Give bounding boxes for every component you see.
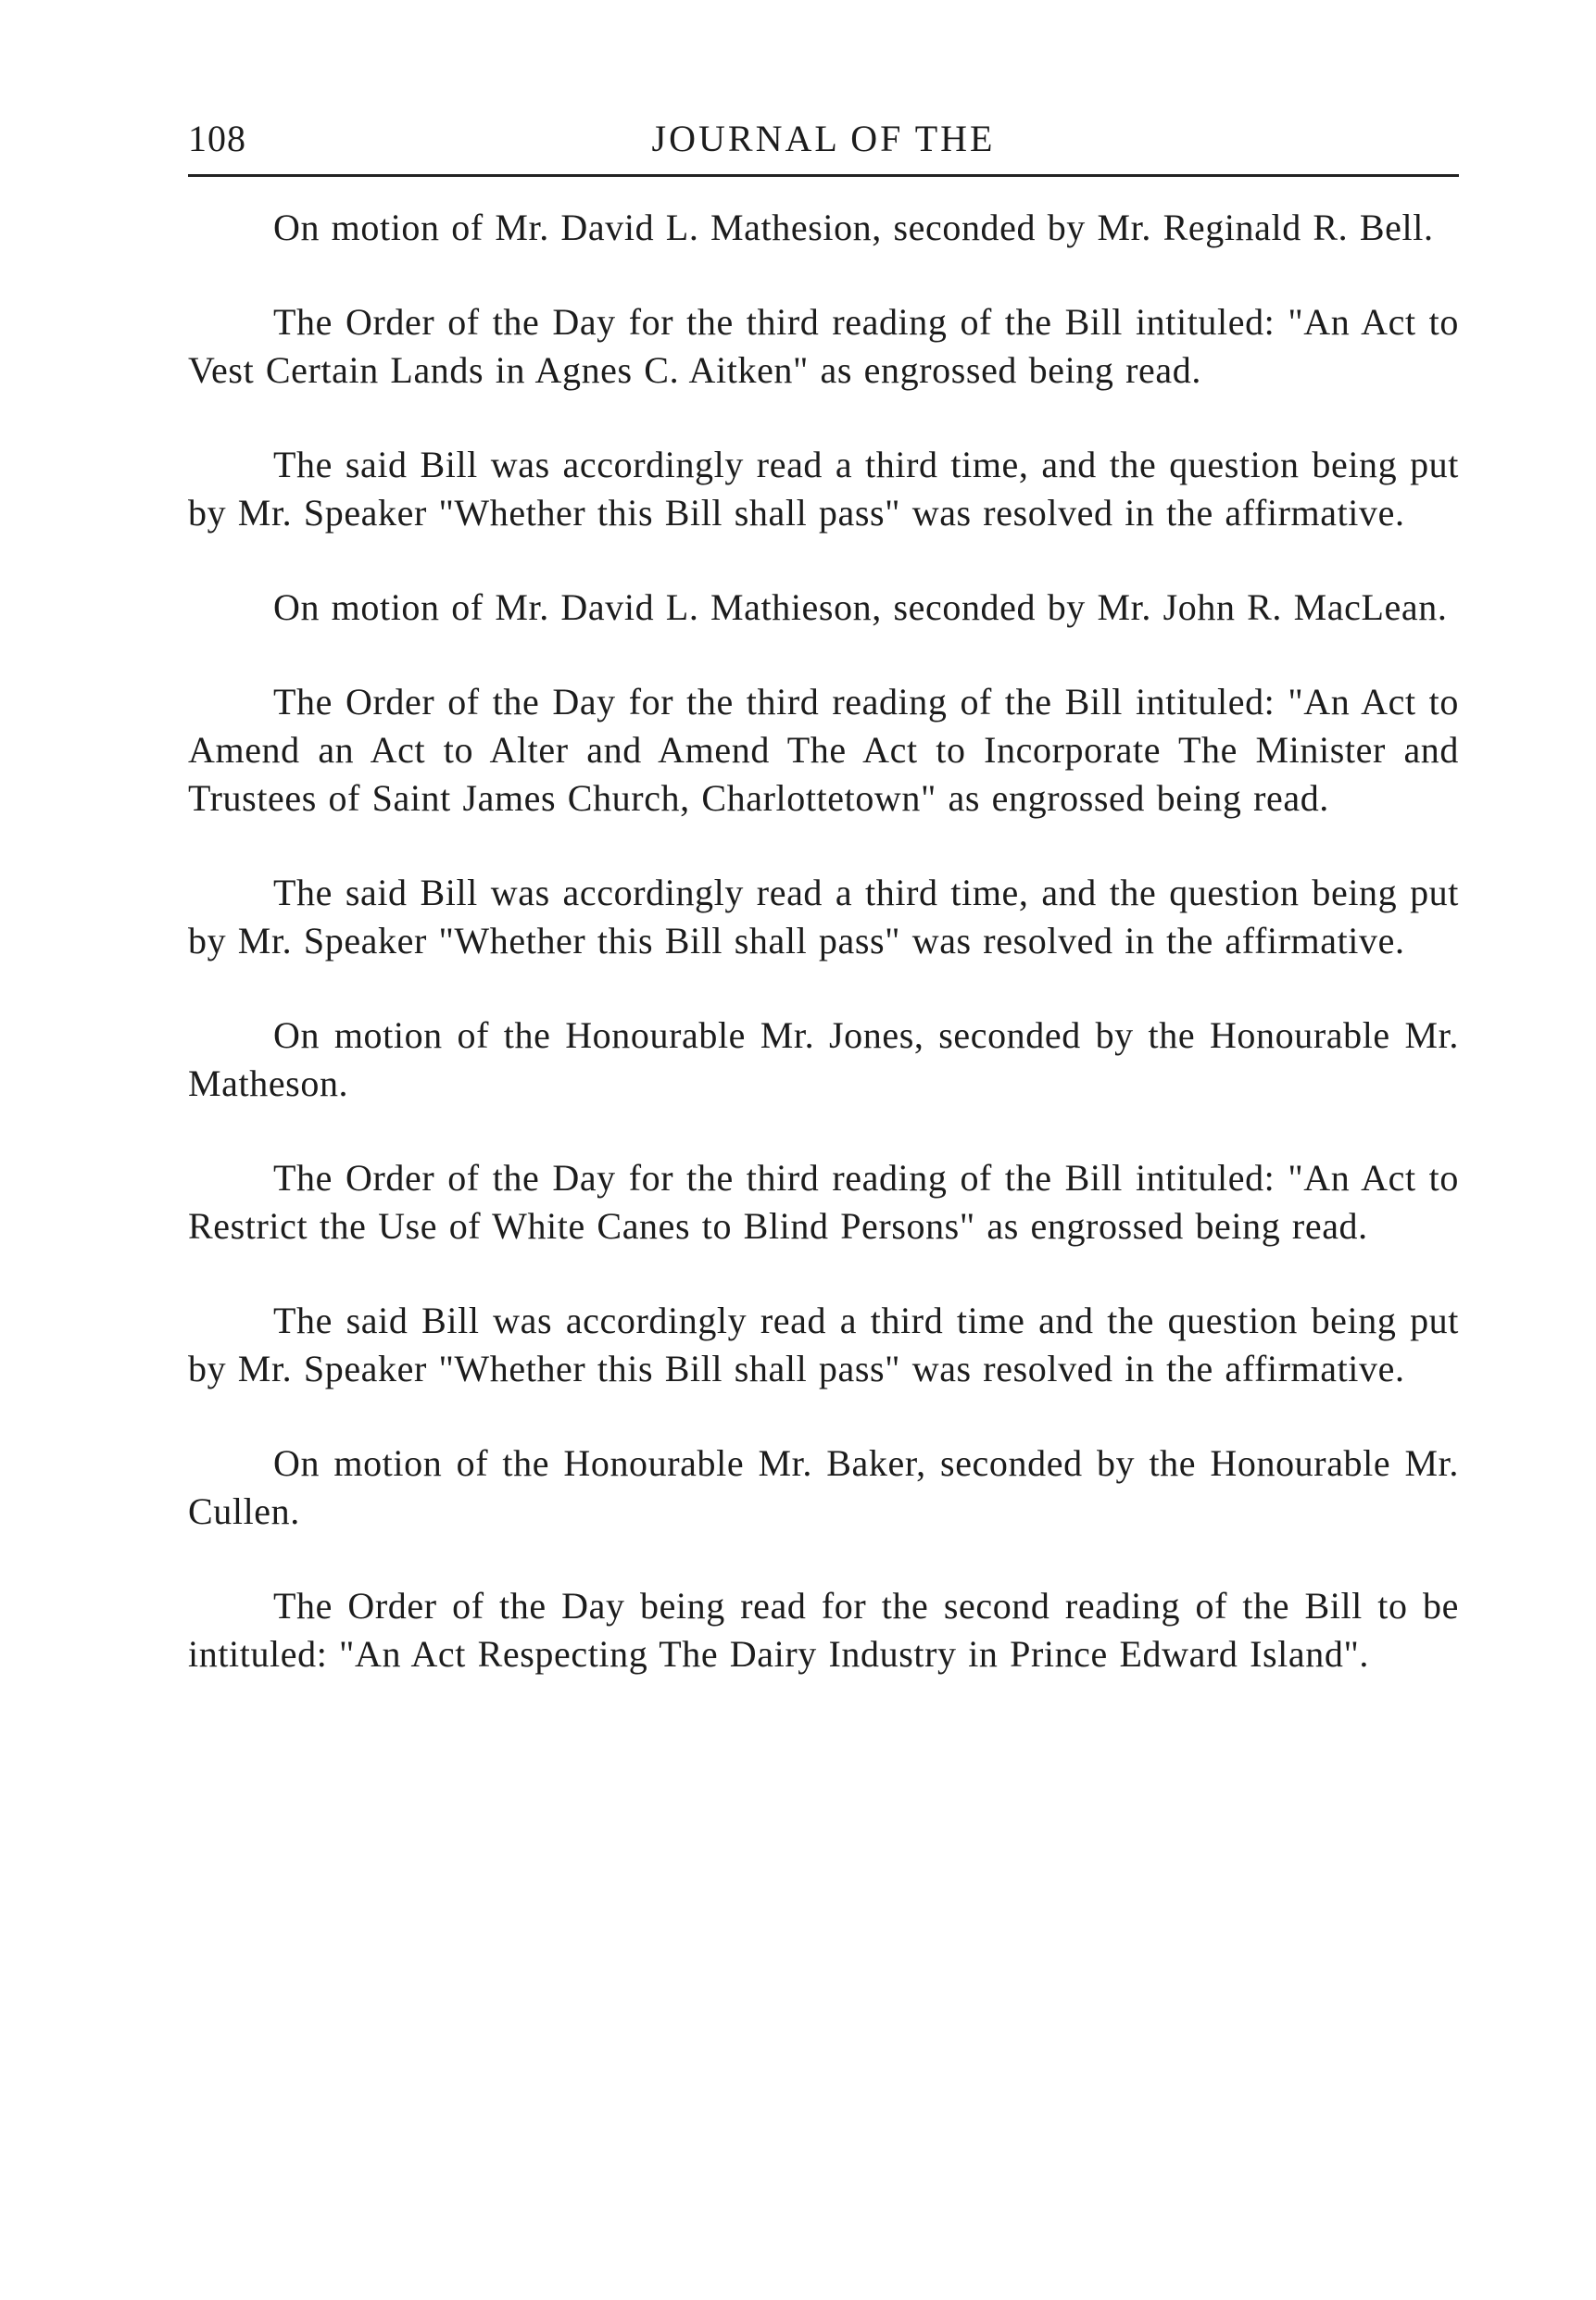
running-head: JOURNAL OF THE: [651, 118, 996, 159]
order-of-the-day-paragraph: The Order of the Day for the third reading of the Bill intituled: "An Act to Amend an Act to Alter and Amend The Act to Incorporate The Minister and Trustees of Saint James Church, Charlottetown" as engrossed being read.: [188, 681, 1459, 819]
motion-paragraph: On motion of Mr. David L. Mathesion, seconded by Mr. Reginald R. Bell.: [273, 207, 1434, 248]
bill-result-paragraph: The said Bill was accordingly read a third time, and the question being put by Mr. Speaker "Whether this Bill shall pass" was resolved in the affirmative.: [188, 444, 1459, 534]
page-number: 108: [188, 118, 246, 159]
journal-body: [188, 204, 1459, 1725]
order-of-the-day-paragraph: The Order of the Day being read for the second reading of the Bill to be intituled: "An Act Respecting The Dairy Industry in Prince Edward Island".: [188, 1585, 1459, 1675]
order-of-the-day-paragraph: The Order of the Day for the third reading of the Bill intituled: "An Act to Vest Certain Lands in Agnes C. Aitken" as engrossed being read.: [188, 301, 1459, 391]
bill-result-paragraph: The said Bill was accordingly read a third time and the question being put by Mr. Speaker "Whether this Bill shall pass" was resolved in the affirmative.: [188, 1300, 1459, 1389]
motion-paragraph: On motion of Mr. David L. Mathieson, seconded by Mr. John R. MacLean.: [273, 586, 1448, 628]
motion-paragraph: On motion of the Honourable Mr. Baker, seconded by the Honourable Mr. Cullen.: [188, 1442, 1459, 1532]
bill-result-paragraph: The said Bill was accordingly read a third time, and the question being put by Mr. Speaker "Whether this Bill shall pass" was resolved in the affirmative.: [188, 872, 1459, 961]
order-of-the-day-paragraph: The Order of the Day for the third reading of the Bill intituled: "An Act to Restrict the Use of White Canes to Blind Persons" as engrossed being read.: [188, 1157, 1459, 1247]
page-header: [188, 117, 1459, 177]
motion-paragraph: On motion of the Honourable Mr. Jones, seconded by the Honourable Mr. Matheson.: [188, 1014, 1459, 1104]
